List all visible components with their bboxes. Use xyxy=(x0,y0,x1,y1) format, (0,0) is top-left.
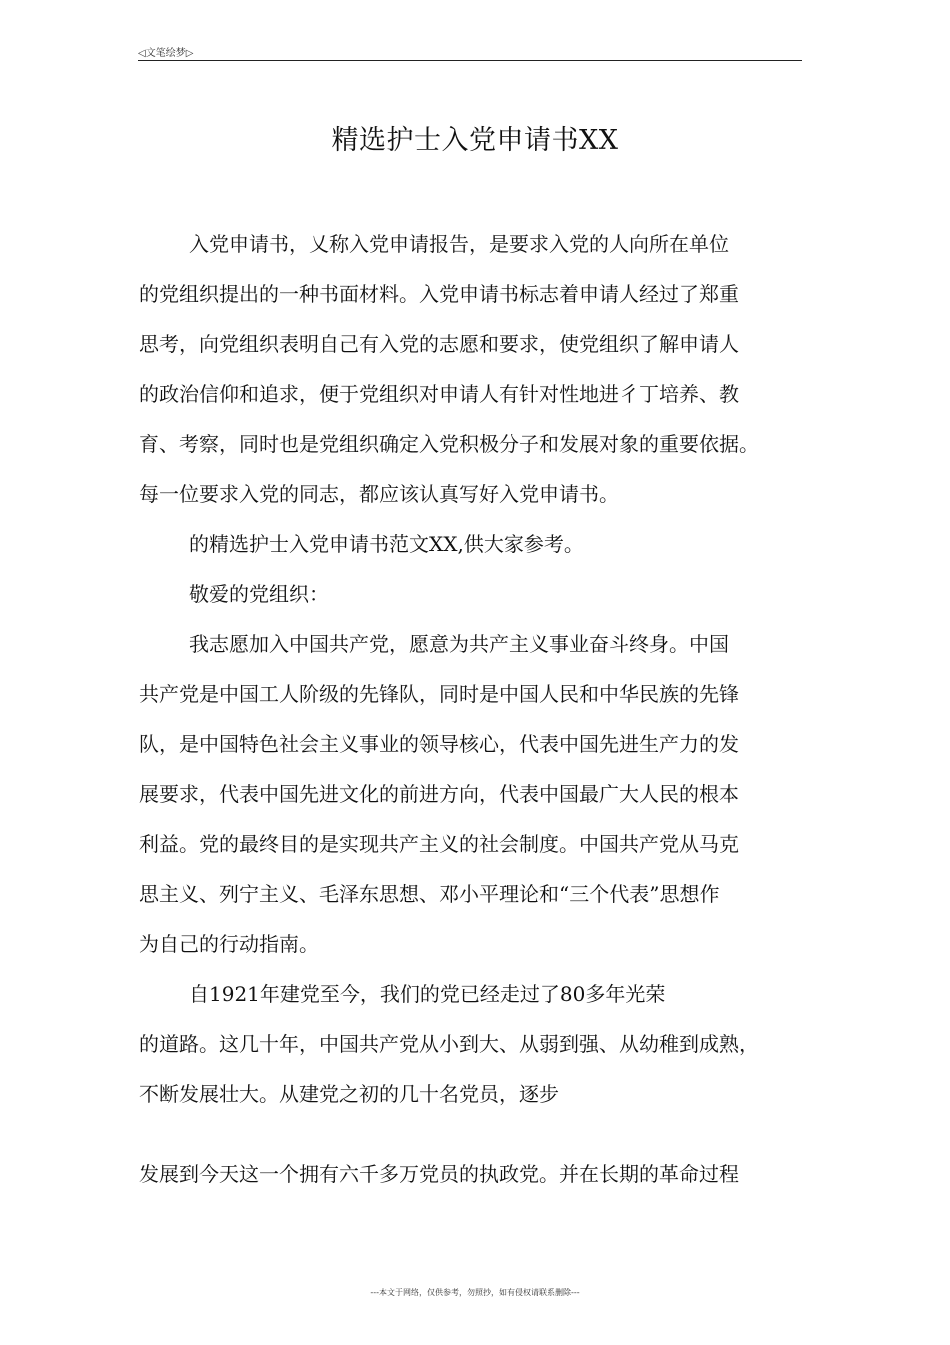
body-line: 为自己的行动指南。 xyxy=(139,932,319,956)
body-line: 思主义、列宁主义、毛泽东思想、邓小平理论和“三个代表”思想作 xyxy=(139,882,720,906)
footer-note: ---本文于网络，仅供参考，勿照抄，如有侵权请联系删除--- xyxy=(370,1288,580,1297)
body-line: 展要求，代表中国先进文化的前进方向，代表中国最广大人民的根本 xyxy=(139,782,739,806)
body-line: 的党组织提出的一种书面材料。入党申请书标志着申请人经过了郑重 xyxy=(139,282,739,306)
body-line: 共产党是中国工人阶级的先锋队，同时是中国人民和中华民族的先锋 xyxy=(139,682,739,706)
document-title: 精选护士入党申请书XX xyxy=(331,125,619,156)
body-line: 入党申请书，乂称入党申请报告，是要求入党的人向所在单位 xyxy=(189,232,729,256)
body-line: 我志愿加入中国共产党，愿意为共产主义事业奋斗终身。中国 xyxy=(189,632,729,656)
body-line: 利益。党的最终目的是实现共产主义的社会制度。中国共产党从马克 xyxy=(139,832,739,856)
body-line: 每一位要求入党的同志，都应该认真写好入党申请书。 xyxy=(139,482,619,506)
body-line: 思考，向党组织表明自己有入党的志愿和要求，使党组织了解申请人 xyxy=(139,332,739,356)
body-line: 育、考察，同时也是党组织确定入党积极分子和发展对象的重要依据。 xyxy=(139,432,759,456)
body-line: 的道路。这几十年，中国共产党从小到大、从弱到强、从幼稚到成熟， xyxy=(139,1032,759,1056)
body-line: 不断发展壮大。从建党之初的几十名党员，逐步 xyxy=(139,1082,559,1106)
body-line: 发展到今天这一个拥有六千多万党员的执政党。并在长期的革命过程 xyxy=(139,1162,739,1186)
salutation: 敬爱的党组织： xyxy=(189,582,329,606)
header-rule xyxy=(138,60,802,61)
body-line: 的精选护士入党申请书范文XX,供大家参考。 xyxy=(189,532,584,556)
header-mark: ◁文笔绘梦▷ xyxy=(138,48,194,59)
body-line: 队，是中国特色社会主义事业的领导核心，代表中国先进生产力的发 xyxy=(139,732,739,756)
body-line: 的政治信仰和追求，便于党组织对申请人有针对性地进彳丁培养、教 xyxy=(139,382,739,406)
body-line: 自1921年建党至今，我们的党已经走过了80多年光荣 xyxy=(189,982,666,1006)
